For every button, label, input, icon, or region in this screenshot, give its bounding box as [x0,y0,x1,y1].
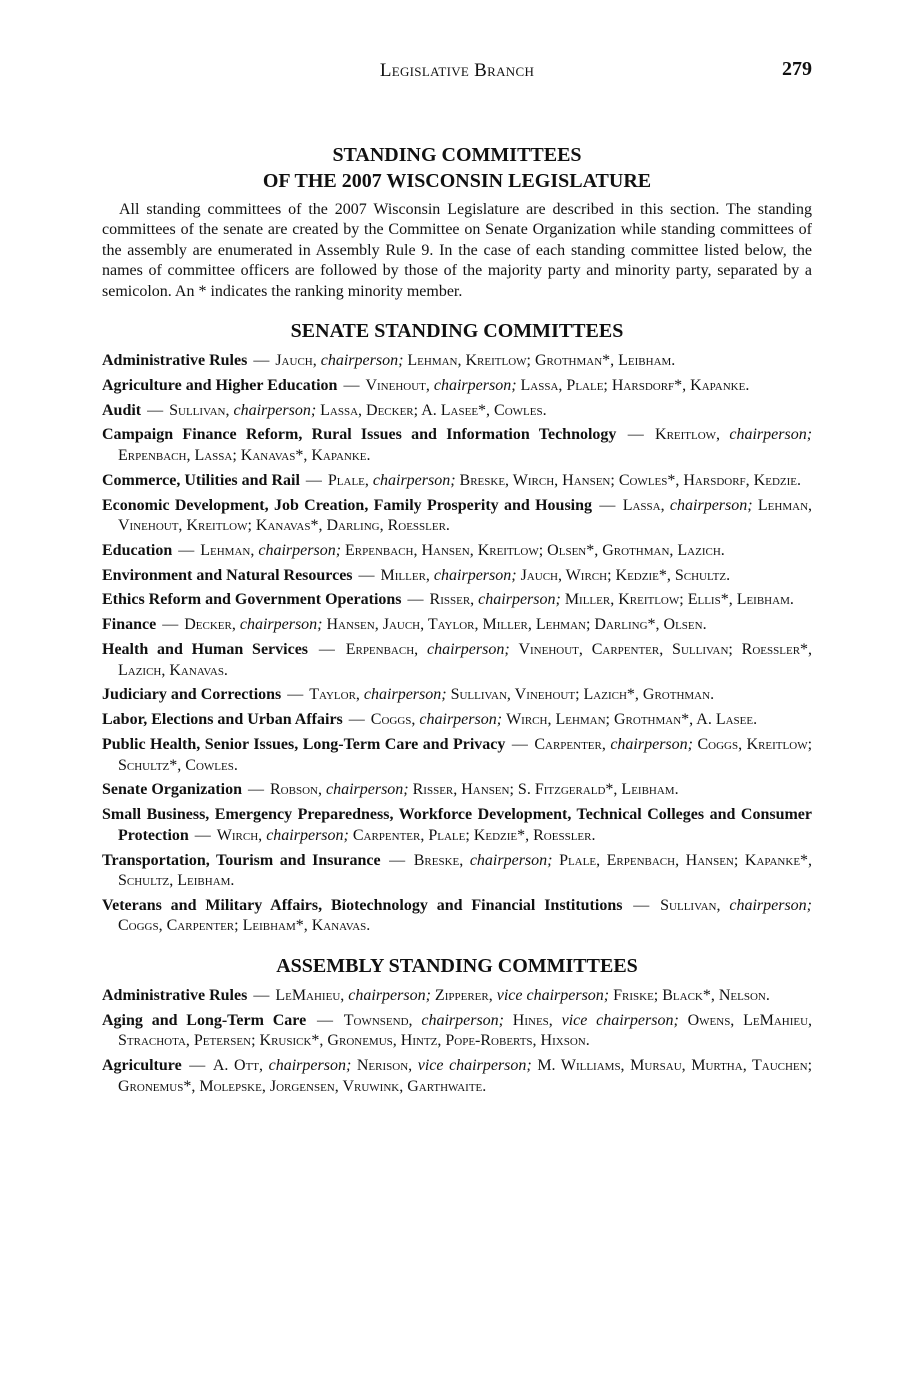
running-title: Legislative Branch [379,60,535,81]
committee-name: Audit [102,401,142,419]
assembly-committee-entry [102,1011,812,1052]
committee-chair: Vinehout, [365,376,430,394]
committee-dash: — [599,496,616,514]
committee-name: Commerce, Utilities and Rail [102,471,300,489]
page-number: 279 [782,58,812,80]
committee-members: Hansen, Jauch, Taylor, Miller, Lehman; Darling*, Olsen. [326,616,707,634]
committee-chair: Carpenter, [534,735,606,753]
committee-chair-role: chairperson; [469,851,553,869]
committee-chair: Breske, [413,851,464,869]
main-title-line-2: OF THE 2007 WISCONSIN LEGISLATURE [262,170,652,192]
committee-dash: — [189,1057,206,1075]
committee-name: Economic Development, Job Creation, Family Prosperity and Housing [102,496,593,514]
committee-dash: — [316,1011,333,1029]
committee-dash: — [633,896,650,914]
committee-name: Labor, Elections and Urban Affairs [102,711,343,729]
committee-name: Health and Human Services [102,641,309,659]
committee-chair-role: chairperson; [363,686,447,704]
committee-name: Finance [102,616,157,634]
committee-name: Small Business, Emergency Preparedness, Workforce Development, Technical Colleges and Consumer Protection [102,806,812,844]
committee-chair: Erpenbach, [345,641,419,659]
committee-members: Friske; Black*, Nelson. [613,987,770,1005]
senate-committee-entry [102,376,812,397]
committee-chair: Coggs, [370,711,416,729]
committee-members: Lassa, Plale; Harsdorf*, Kapanke. [520,376,750,394]
committee-dash: — [305,471,322,489]
committee-name: Campaign Finance Reform, Rural Issues and Information Technology [102,426,617,444]
committee-chair-role: chairperson; [266,826,349,844]
committee-vice-chair-role: vice chairperson; [417,1057,532,1075]
committee-chair: Sullivan, [660,896,721,914]
content [102,142,812,1102]
committee-members: Vinehout, Carpenter, Sullivan; Roessler*, Lazich, Kanavas. [118,641,813,679]
committee-chair-role: chairperson; [348,987,431,1005]
senate-committee-entry [102,780,812,801]
committee-chair-role: chairperson; [426,641,510,659]
senate-committee-entry [102,615,812,636]
committee-dash: — [253,987,270,1005]
committee-dash: — [343,376,360,394]
assembly-committee-entry [102,986,812,1007]
committee-chair-role: chairperson; [433,566,517,584]
senate-heading: SENATE STANDING COMMITTEES [290,320,624,343]
senate-committee-entry [102,710,812,731]
senate-committee-entry [102,805,812,846]
committee-members: Miller, Kreitlow; Ellis*, Leibham. [564,591,794,609]
committee-name: Agriculture and Higher Education [102,376,338,394]
committee-chair-role: chairperson; [239,616,323,634]
senate-committee-entry [102,496,812,537]
senate-committee-entry [102,735,812,776]
committee-dash: — [318,641,335,659]
senate-committee-entry [102,401,812,422]
committee-dash: — [511,735,528,753]
committee-members: Plale, Erpenbach, Hansen; Kapanke*, Schultz, Leibham. [118,851,813,890]
committee-name: Administrative Rules [102,352,248,370]
assembly-committee-list [102,986,812,1097]
committee-chair-role: chairperson; [320,352,404,370]
committee-dash: — [248,781,264,799]
committee-dash: — [358,566,375,584]
committee-members: Wirch, Lehman; Grothman*, A. Lasee. [506,711,758,729]
committee-chair: Plale, [327,471,369,489]
committee-name: Education [102,541,173,559]
committee-name: Veterans and Military Affairs, Biotechnology and Financial Institutions [102,896,623,914]
committee-chair-role: chairperson; [268,1057,352,1075]
committee-chair: Townsend, [343,1011,413,1029]
committee-name: Aging and Long-Term Care [102,1011,307,1029]
committee-dash: — [194,826,211,844]
committee-chair: Sullivan, [169,401,230,419]
committee-chair-role: chairperson; [372,471,456,489]
committee-chair: Robson, [270,781,322,799]
committee-chair: Taylor, [309,686,360,704]
assembly-committee-entry [102,1056,812,1097]
senate-committee-entry [102,425,812,466]
committee-name: Environment and Natural Resources [102,566,353,584]
committee-chair: Lehman, [200,541,255,559]
committee-name: Transportation, Tourism and Insurance [102,851,381,869]
committee-name: Public Health, Senior Issues, Long-Term Care and Privacy [102,735,506,753]
committee-name: Administrative Rules [102,987,248,1005]
main-title [102,142,812,194]
committee-chair-role: chairperson; [419,711,503,729]
committee-name: Judiciary and Corrections [102,686,282,704]
committee-members: Lehman, Vinehout, Kreitlow; Kanavas*, Darling, Roessler. [118,496,813,535]
committee-members: Risser, Hansen; S. Fitzgerald*, Leibham. [412,781,679,799]
committee-members: Jauch, Wirch; Kedzie*, Schultz. [520,566,731,584]
committee-members: Coggs, Kreitlow; Schultz*, Cowles. [118,735,813,774]
committee-vice-chair: Zipperer, [434,987,493,1005]
committee-chair: Kreitlow, [655,426,721,444]
committee-chair: LeMahieu, [275,987,345,1005]
committee-vice-chair-role: vice chairperson; [496,987,610,1005]
committee-vice-chair: Hines, [512,1011,553,1029]
committee-members: Lassa, Decker; A. Lasee*, Cowles. [320,401,547,419]
intro-paragraph: All standing committees of the 2007 Wisconsin Legislature are described in this section. The standing committees of the senate are created by the Committee on Senate Organization while standing committees of the assembly are enumerated in Assembly Rule 9. In the case of each standing committee listed below, the names of committee officers are followed by those of the majority party and minority party, separated by a semicolon. An * indicates the ranking minority member. [102,201,812,300]
committee-members: Owens, LeMahieu, Strachota, Petersen; Krusick*, Gronemus, Hintz, Pope-Roberts, Hixson. [118,1011,813,1050]
committee-dash: — [162,616,179,634]
committee-chair-role: chairperson; [258,541,342,559]
committee-chair: Lassa, [622,496,665,514]
committee-chair: A. Ott, [212,1057,264,1075]
committee-dash: — [348,711,365,729]
committee-chair: Jauch, [275,352,317,370]
committee-chair-role: chairperson; [610,735,693,753]
committee-dash: — [147,401,164,419]
committee-name: Senate Organization [102,781,242,799]
committee-chair-role: chairperson; [433,376,517,394]
running-head [102,60,812,86]
senate-committee-entry [102,351,812,372]
committee-dash: — [389,851,406,869]
assembly-heading: ASSEMBLY STANDING COMMITTEES [276,955,638,978]
senate-committee-entry [102,685,812,706]
committee-chair: Risser, [429,591,475,609]
senate-committee-entry [102,471,812,492]
senate-committee-entry [102,640,812,681]
committee-chair-role: chairperson; [669,496,753,514]
committee-members: Sullivan, Vinehout; Lazich*, Grothman. [450,686,715,704]
committee-members: Coggs, Carpenter; Leibham*, Kanavas. [118,917,371,935]
committee-chair-role: chairperson; [233,401,317,419]
committee-chair-role: chairperson; [421,1011,504,1029]
committee-dash: — [178,541,195,559]
committee-dash: — [627,426,644,444]
senate-committee-entry [102,566,812,587]
committee-members: Lehman, Kreitlow; Grothman*, Leibham. [407,352,676,370]
senate-committee-entry [102,896,812,937]
committee-members: Erpenbach, Hansen, Kreitlow; Olsen*, Grothman, Lazich. [345,541,725,559]
senate-committee-list [102,351,812,937]
committee-chair-role: chairperson; [729,896,812,914]
committee-dash: — [407,591,424,609]
committee-vice-chair: Nerison, [356,1057,413,1075]
committee-name: Ethics Reform and Government Operations [102,591,402,609]
committee-chair: Miller, [380,566,430,584]
committee-members: M. Williams, Mursau, Murtha, Tauchen; Gronemus*, Molepske, Jorgensen, Vruwink, Garthwaite. [118,1057,813,1095]
committee-dash: — [287,686,304,704]
senate-committee-entry [102,541,812,562]
committee-chair: Decker, [184,616,236,634]
senate-committee-entry [102,851,812,892]
committee-members: Breske, Wirch, Hansen; Cowles*, Harsdorf, Kedzie. [459,471,801,489]
committee-dash: — [253,352,270,370]
committee-chair: Wirch, [216,826,263,844]
main-title-line-1: STANDING COMMITTEES [332,144,582,166]
committee-chair-role: chairperson; [325,781,409,799]
committee-name: Agriculture [102,1057,182,1075]
committee-chair-role: chairperson; [478,591,561,609]
committee-vice-chair-role: vice chairperson; [561,1011,679,1029]
committee-chair-role: chairperson; [729,426,813,444]
committee-members: Erpenbach, Lassa; Kanavas*, Kapanke. [118,446,371,464]
committee-members: Carpenter, Plale; Kedzie*, Roessler. [352,826,596,844]
senate-committee-entry [102,590,812,611]
